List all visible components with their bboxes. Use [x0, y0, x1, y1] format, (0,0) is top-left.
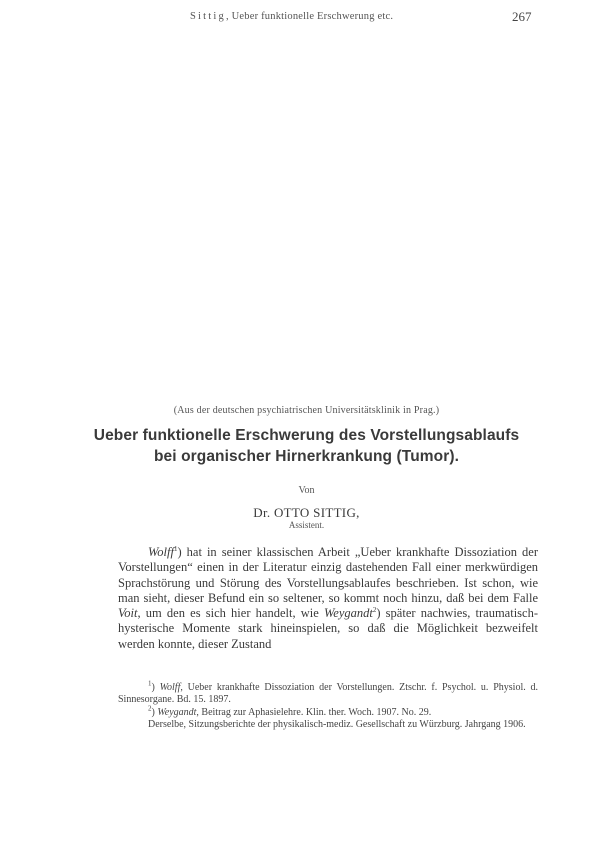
body-part-3: ) später nachwies, traumatisch-hysterische Momente stark hineinspielen, so daß die Möglichkeit bezweifelt werden konnte, dieser Zustand [118, 606, 539, 651]
running-head-author: Sittig [190, 11, 226, 22]
article-title-line-1: Ueber funktionelle Erschwerung des Vorstellungsablaufs [93, 427, 520, 444]
running-head-title: , Ueber funktionelle Erschwerung etc. [225, 11, 394, 22]
footnote-ref-1: 1 [173, 544, 178, 553]
citation-wolff: Wolff [148, 545, 174, 559]
citation-voit: Voit [118, 606, 138, 621]
running-head [190, 11, 540, 22]
body-paragraph [118, 545, 538, 652]
footnote-1: $^1$) Wolff, Ueber krankhafte Dissoziation der Vorstellungen. Ztschr. f. Psychol. u. Physiol. d. Sinnesorgane. Bd. 15. 1897. [118, 679, 538, 706]
body-text [118, 545, 538, 652]
footnote-3: Derselbe, Sitzungsberichte der physikalisch-mediz. Gesellschaft zu Würzburg. Jahrgang 1906. [148, 718, 526, 730]
footnote-2: $^2$) Weygandt, Beitrag zur Aphasielehre. Klin. ther. Woch. 1907. No. 29. [148, 704, 432, 718]
footnote-1-marker: 1 [148, 679, 152, 688]
article-title-line-2: bei organischer Hirnerkrankung (Tumor). [153, 448, 460, 465]
footnote-2-author: Weygandt [157, 706, 197, 718]
institution-line: (Aus der deutschen psychiatrischen Universitätsklinik in Prag.) [173, 405, 440, 416]
footnote-2-marker: 2 [148, 704, 152, 713]
footnotes [118, 679, 538, 731]
byline-von: Von [298, 485, 315, 496]
citation-weygandt: Weygandt [324, 606, 373, 621]
footnote-1-text: , Ueber krankhafte Dissoziation der Vorstellungen. Ztschr. f. Psychol. u. Physiol. d. Sinnesorgane. Bd. 15. 1897. [118, 682, 538, 706]
article-title [0, 425, 613, 467]
body-part-2: , um den es sich hier handelt, wie [137, 606, 324, 621]
body-part-1: ) hat in seiner klassischen Arbeit „Ueber krankhafte Dissoziation der Vorstellungen“ einen in der Literatur einzig dastehenden Fall einer merkwürdigen Sprachstörung und Störung des Vorstellungsablaufes beschrieben. Ist schon, wie man sieht, dieser Befund ein so seltener, so kommt noch hinzu, daß bei dem Falle [118, 545, 538, 605]
footnote-ref-2: 2 [372, 606, 377, 615]
footnote-2-text: , Beitrag zur Aphasielehre. Klin. ther. Woch. 1907. No. 29. [196, 706, 432, 718]
footnote-1-author: Wolff [159, 682, 181, 693]
author-role: Assistent. [288, 520, 325, 530]
author-name: Dr. OTTO SITTIG, [253, 505, 360, 520]
page-number: 267 [512, 9, 532, 24]
